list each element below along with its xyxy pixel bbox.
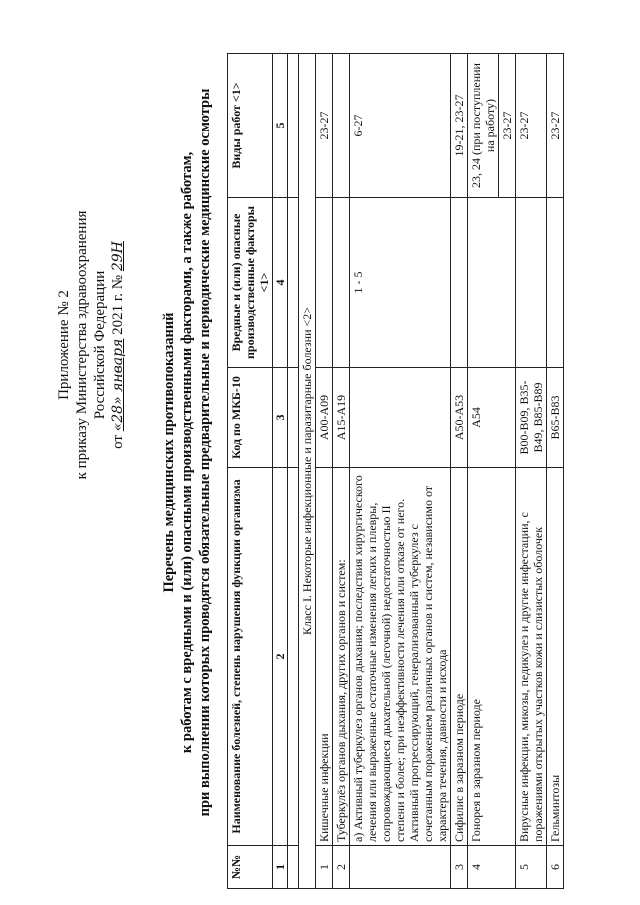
row-code (350, 368, 451, 468)
row-code: А15-А19 (333, 368, 350, 468)
row-name: Гонорея в заразном периоде (468, 468, 516, 846)
date-prefix: от (110, 435, 126, 449)
table-row (547, 54, 564, 889)
document-subtitle-2: при выполнении которых проводятся обязательные предварительные и периодические медицинские осмотры (197, 88, 213, 817)
row-name: Сифилис в заразном периоде (451, 468, 468, 846)
table-header-row (228, 54, 273, 889)
row-num: 4 (468, 846, 516, 889)
header-name: Наименование болезней, степень нарушения функции организма (228, 468, 273, 846)
row-factors (451, 198, 468, 368)
row-works: 23-27 (499, 54, 516, 198)
row-code: В65-В83 (547, 368, 564, 468)
row-name: а) Активный туберкулез органов дыхания; последствия хирургического лечения или выраженные остаточные изменения легких и плевры, сопровождающиеся дыхательной (легочной) недостаточностью II степени и более; при неэффективности лечения или отказе от него. Активный прогрессирующий, генерализованный туберкулез с сочетанным поражением различных органов и систем, независимо от характера течения, давности и исхода (350, 468, 451, 846)
document-title: Перечень медицинских противопоказаний (161, 312, 177, 593)
row-num: 5 (516, 846, 547, 889)
row-factors: 1 - 5 (350, 198, 451, 368)
row-code: А54 (468, 368, 516, 468)
class-title: Класс I. Некоторые инфекционные и паразитарные болезни <2> (299, 54, 316, 889)
table-row (350, 54, 451, 889)
row-works: 23, 24 (при поступлении на работу) (468, 54, 499, 198)
appendix-date-line (109, 85, 127, 605)
row-works: 19-21, 23-27 (451, 54, 468, 198)
row-code: В00-В09, В35-В49, В85-В89 (516, 368, 547, 468)
date-handwritten: «28» января (110, 338, 126, 432)
column-number: 2 (273, 468, 288, 846)
table-row (516, 54, 547, 889)
header-code: Код по МКБ-10 (228, 368, 273, 468)
contraindications-table (227, 53, 564, 889)
order-number-handwritten: 29Н (110, 241, 126, 272)
row-works (333, 54, 350, 198)
date-middle: 2021 г. № (110, 274, 126, 335)
row-name: Гельминтозы (547, 468, 564, 846)
row-factors (468, 198, 516, 368)
appendix-order: к приказу Министерства здравоохранения (74, 210, 90, 480)
row-num (350, 846, 451, 889)
row-code: А50-А53 (451, 368, 468, 468)
table-row (333, 54, 350, 889)
table-row (316, 54, 333, 889)
table-row (468, 54, 499, 889)
row-factors (516, 198, 547, 368)
header-factors: Вредные и (или) опасные производственные факторы <1> (228, 198, 273, 368)
table-row (451, 54, 468, 889)
row-factors (333, 198, 350, 368)
appendix-ministry: Российской Федерации (92, 270, 108, 420)
column-number: 1 (273, 846, 288, 889)
header-num: №№ (228, 846, 273, 889)
column-number: 5 (273, 54, 288, 198)
row-name: Вирусные инфекции, микозы, педикулез и другие инфестации, с поражениями открытых участков кожи и слизистых оболочек (516, 468, 547, 846)
header-works: Виды работ <1> (228, 54, 273, 198)
appendix-title: Приложение № 2 (56, 290, 72, 400)
document-subtitle-1: к работам с вредными и (или) опасными производственными факторами, а также работам, (179, 151, 195, 754)
row-name: Туберкулёз органов дыхания, других органов и систем: (333, 468, 350, 846)
row-factors (316, 198, 333, 368)
row-num: 1 (316, 846, 333, 889)
column-numbers-row (273, 54, 288, 889)
row-works: 23-27 (547, 54, 564, 198)
row-works: 23-27 (516, 54, 547, 198)
row-name: Кишечные инфекции (316, 468, 333, 846)
row-num: 3 (451, 846, 468, 889)
row-code: А00-А09 (316, 368, 333, 468)
row-works: 23-27 (316, 54, 333, 198)
column-number: 4 (273, 198, 288, 368)
row-num: 2 (333, 846, 350, 889)
spacer-row (288, 54, 299, 889)
row-num: 6 (547, 846, 564, 889)
appendix-header (55, 85, 127, 605)
row-works: 6-27 (350, 54, 451, 198)
column-number: 3 (273, 368, 288, 468)
class-title-row (299, 54, 316, 889)
row-factors (547, 198, 564, 368)
